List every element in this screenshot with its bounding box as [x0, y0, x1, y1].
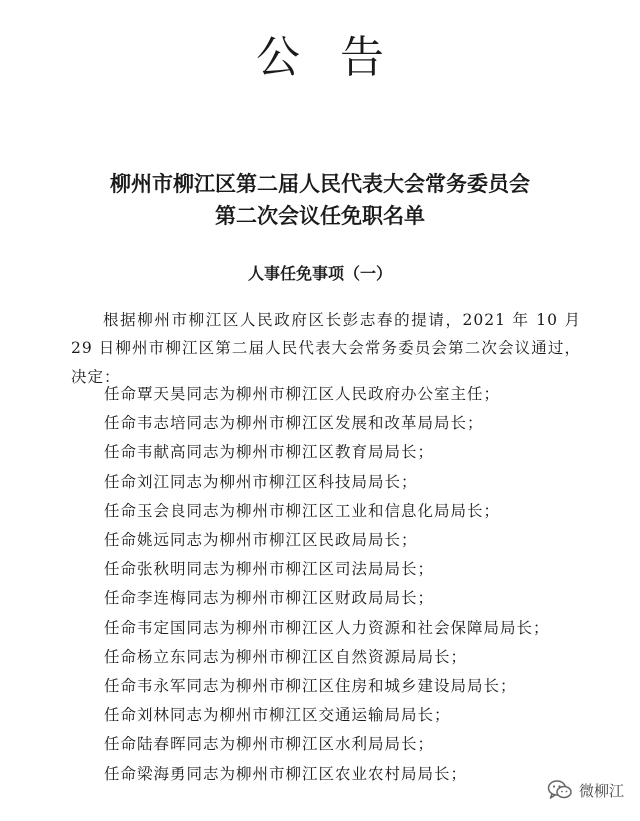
- appointment-item: 任命韦永军同志为柳州市柳江区住房和城乡建设局局长；: [104, 677, 517, 696]
- document-title-line-2: 第二次会议任免职名单: [215, 204, 425, 228]
- appointment-item: 任命梁海勇同志为柳州市柳江区农业农村局局长；: [104, 764, 468, 783]
- watermark-label: 微柳江: [578, 781, 624, 800]
- intro-paragraph: 根据柳州市柳江区人民政府区长彭志春的提请，2021 年 10 月 29 日柳州市柳江区第二届人民代表大会常务委员会第二次会议通过，决定：: [71, 310, 581, 386]
- appointment-item: 任命覃天昊同志为柳州市柳江区人民政府办公室主任；: [104, 385, 501, 403]
- watermark: [547, 779, 624, 801]
- appointment-item: 任命陆春晖同志为柳州市柳江区水利局局长；: [104, 735, 435, 754]
- appointment-item: 任命韦定国同志为柳州市柳江区人力资源和社会保障局局长；: [104, 618, 550, 637]
- section-heading: 人事任免事项（一）: [247, 264, 392, 283]
- appointment-item: 任命杨立东同志为柳州市柳江区自然资源局局长；: [104, 647, 468, 666]
- document-title: [0, 168, 640, 232]
- appointment-item: 任命刘林同志为柳州市柳江区交通运输局局长；: [104, 706, 451, 725]
- wechat-icon: [547, 779, 573, 801]
- appointment-item: 任命李连梅同志为柳州市柳江区财政局局长；: [104, 589, 435, 608]
- appointment-item: 任命玉会良同志为柳州市柳江区工业和信息化局局长；: [104, 501, 501, 520]
- appointment-item: 任命韦献高同志为柳州市柳江区教育局局长；: [104, 443, 435, 462]
- document-title-line-1: 柳州市柳江区第二届人民代表大会常务委员会: [110, 172, 530, 196]
- appointment-item: 任命刘江同志为柳州市柳江区科技局局长；: [104, 472, 418, 491]
- notice-title: 公告: [256, 32, 424, 83]
- appointment-item: 任命张秋明同志为柳州市柳江区司法局局长；: [104, 560, 435, 579]
- appointment-list: [104, 380, 604, 789]
- appointment-item: 任命韦志培同志为柳州市柳江区发展和改革局局长；: [104, 414, 484, 433]
- appointment-item: 任命姚远同志为柳州市柳江区民政局局长；: [104, 531, 418, 550]
